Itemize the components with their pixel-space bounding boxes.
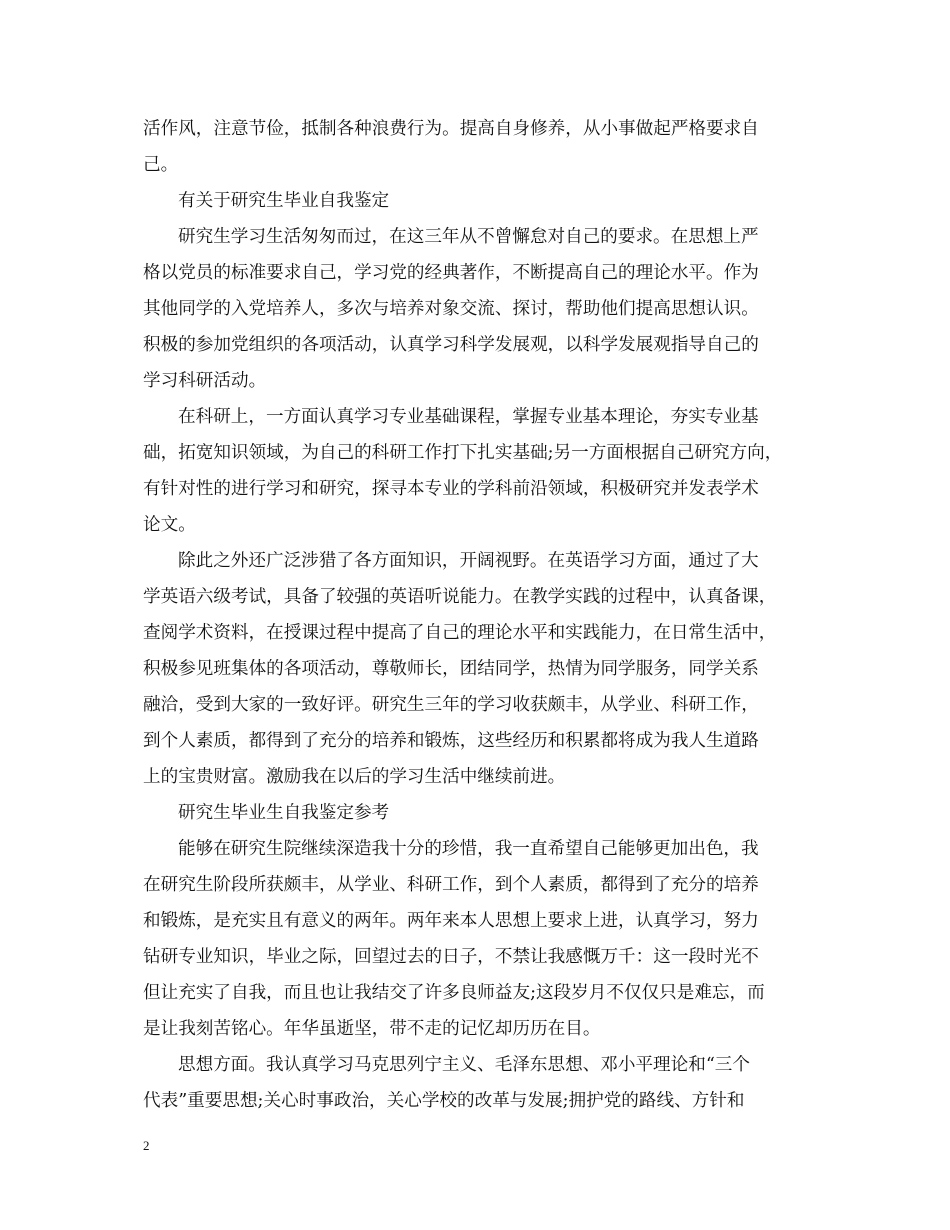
text-line: 积极的参加党组织的各项活动，认真学习科学发展观，以科学发展观指导自己的	[143, 335, 759, 355]
text-line: 己。	[143, 155, 179, 175]
text-line: 其他同学的入党培养人，多次与培养对象交流、探讨，帮助他们提高思想认识。	[143, 299, 759, 319]
text-line: 但让充实了自我，而且也让我结交了许多良师益友;这段岁月不仅仅只是难忘，而	[143, 983, 765, 1003]
section-heading: 有关于研究生毕业自我鉴定	[178, 191, 390, 211]
text-line: 除此之外还广泛涉猎了各方面知识，开阔视野。在英语学习方面，通过了大	[178, 551, 759, 571]
text-line: 研究生学习生活匆匆而过，在这三年从不曾懈怠对自己的要求。在思想上严	[178, 227, 759, 247]
text-line: 积极参见班集体的各项活动，尊敬师长，团结同学，热情为同学服务，同学关系	[143, 659, 759, 679]
text-line: 代表”重要思想;关心时事政治，关心学校的改革与发展;拥护党的路线、方针和	[143, 1091, 745, 1111]
text-line: 格以党员的标准要求自己，学习党的经典著作，不断提高自己的理论水平。作为	[143, 263, 759, 283]
text-line: 钻研专业知识，毕业之际，回望过去的日子，不禁让我感慨万千：这一段时光不	[143, 947, 759, 967]
text-line: 在科研上，一方面认真学习专业基础课程，掌握专业基本理论，夯实专业基	[178, 407, 759, 427]
text-line: 础，拓宽知识领域，为自己的科研工作打下扎实基础;另一方面根据自己研究方向，	[143, 443, 783, 463]
text-line: 是让我刻苦铭心。年华虽逝坚，带不走的记忆却历历在目。	[143, 1019, 601, 1039]
text-line: 思想方面。我认真学习马克思列宁主义、毛泽东思想、邓小平理论和“三个	[178, 1055, 750, 1075]
page-number: 2	[143, 1138, 150, 1153]
section-heading: 研究生毕业生自我鉴定参考	[178, 803, 390, 823]
text-line: 能够在研究生院继续深造我十分的珍惜，我一直希望自己能够更加出色，我	[178, 839, 759, 859]
text-line: 和锻炼，是充实且有意义的两年。两年来本人思想上要求上进，认真学习，努力	[143, 911, 759, 931]
text-line: 活作风，注意节俭，抵制各种浪费行为。提高自身修养，从小事做起严格要求自	[143, 119, 759, 139]
text-line: 在研究生阶段所获颇丰，从学业、科研工作，到个人素质，都得到了充分的培养	[143, 875, 759, 895]
text-line: 论文。	[143, 515, 196, 535]
text-line: 学习科研活动。	[143, 371, 267, 391]
text-line: 到个人素质，都得到了充分的培养和锻炼，这些经历和积累都将成为我人生道路	[143, 731, 759, 751]
text-line: 上的宝贵财富。激励我在以后的学习生活中继续前进。	[143, 767, 566, 787]
text-line: 学英语六级考试，具备了较强的英语听说能力。在教学实践的过程中，认真备课，	[143, 587, 777, 607]
text-line: 查阅学术资料，在授课过程中提高了自己的理论水平和实践能力，在日常生活中，	[143, 623, 777, 643]
text-line: 有针对性的进行学习和研究，探寻本专业的学科前沿领域，积极研究并发表学术	[143, 479, 759, 499]
text-line: 融洽，受到大家的一致好评。研究生三年的学习收获颇丰，从学业、科研工作，	[143, 695, 759, 715]
